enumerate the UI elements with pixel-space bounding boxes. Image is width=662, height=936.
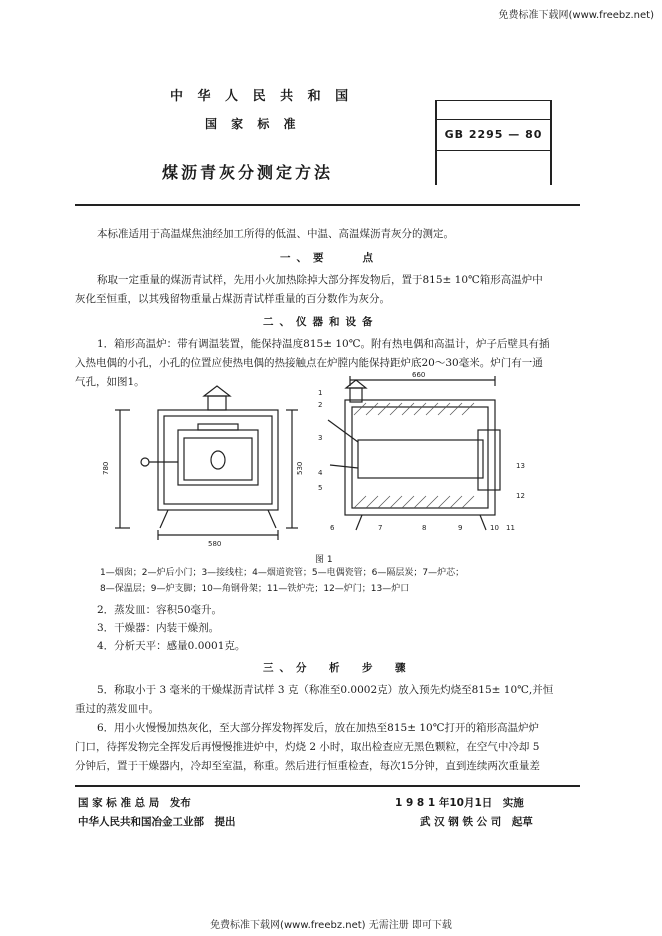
item5-line1: 5．称取小于 3 毫米的干燥煤沥青试样 3 克（称准至0.0002克）放入预先灼烧至815± 10℃,并恒 <box>97 684 554 696</box>
section1-heading: 一、要 点 <box>280 252 379 264</box>
dim-530: 530 <box>296 461 304 475</box>
section3-heading: 三、分 析 步 骤 <box>263 662 412 674</box>
item6-line3: 分钟后，置于干燥器内，冷却至室温，称重。然后进行恒重检查，每次15分钟，直到连续两次重量差 <box>75 760 540 772</box>
intro-text: 本标准适用于高温煤焦油经加工所得的低温、中温、高温煤沥青灰分的测定。 <box>97 228 454 240</box>
label-12: 12 <box>516 492 525 500</box>
standard-code: GB 2295 — 80 <box>437 119 550 151</box>
country-heading: 中 华 人 民 共 和 国 <box>170 89 354 104</box>
item1-line3: 气孔，如图1。 <box>75 376 145 388</box>
standard-code-box <box>435 100 552 185</box>
footer-proposer: 中华人民共和国冶金工业部 提出 <box>78 816 236 828</box>
item6-line2: 门口，待挥发物完全挥发后再慢慢推进炉中，灼烧 2 小时，取出检查应无黑色颗粒，在空气中冷却 5 <box>75 741 540 753</box>
standard-type: 国 家 标 准 <box>205 117 301 131</box>
footer-drafter: 武 汉 钢 铁 公 司 起草 <box>420 816 533 828</box>
item5-line2: 重过的蒸发皿中。 <box>75 703 159 715</box>
label-3: 3 <box>318 434 323 442</box>
dim-780: 780 <box>102 461 110 475</box>
dim-580: 580 <box>208 540 222 548</box>
label-2: 2 <box>318 401 323 409</box>
label-10: 10 <box>490 524 499 532</box>
label-4: 4 <box>318 469 323 477</box>
furnace-front-body <box>158 410 278 510</box>
section-door <box>478 430 500 490</box>
watermark-bottom: 免费标准下载网(www.freebz.net) 无需注册 即可下载 <box>210 920 452 931</box>
label-5: 5 <box>318 484 323 492</box>
item6-line1: 6．用小火慢慢加热灰化，至大部分挥发物挥发后，放在加热至815± 10℃打开的箱形高温炉炉 <box>97 722 539 734</box>
label-11: 11 <box>506 524 515 532</box>
watermark-top: 免费标准下载网(www.freebz.net) <box>498 10 654 21</box>
page-title: 煤沥青灰分测定方法 <box>162 163 334 182</box>
footer-date: 1 9 8 1 年10月1日 实施 <box>395 797 524 809</box>
furnace-chamber <box>358 440 483 478</box>
footer-issuer: 国 家 标 准 总 局 发布 <box>78 797 191 809</box>
item3: 3．干燥器：内装干燥剂。 <box>97 622 220 634</box>
chimney-front <box>208 396 226 410</box>
label-8: 8 <box>422 524 427 532</box>
section2-heading: 二、仪器和设备 <box>263 316 379 328</box>
label-9: 9 <box>458 524 463 532</box>
item1-line1: 1．箱形高温炉：带有调温装置，能保持温度815± 10℃。附有热电偶和高温计，炉子后壁具有插 <box>97 338 550 350</box>
figure-legend-line1: 1—烟囱；2—炉后小门；3—接线柱；4—烟道瓷管；5—电偶瓷管；6—隔层炭；7—炉芯； <box>100 568 465 578</box>
label-7: 7 <box>378 524 383 532</box>
footer-rule <box>75 785 580 787</box>
item4: 4．分析天平：感量0.0001克。 <box>97 640 246 652</box>
section1-line2: 灰化至恒重，以其残留物重量占煤沥青试样重量的百分数作为灰分。 <box>75 293 390 305</box>
figure-legend-line2: 8—保温层；9—炉支脚；10—角钢骨架；11—铁炉壳；12—炉门；13—炉口 <box>100 584 410 594</box>
label-6: 6 <box>330 524 335 532</box>
header-rule <box>75 204 580 206</box>
label-1: 1 <box>318 389 323 397</box>
item2: 2．蒸发皿：容积50毫升。 <box>97 604 223 616</box>
label-13: 13 <box>516 462 525 470</box>
item1-line2: 入热电偶的小孔，小孔的位置应使热电偶的热接触点在炉膛内能保持距炉底20～30毫米。炉门有一通 <box>75 357 543 369</box>
figure-caption: 图 1 <box>315 555 333 565</box>
section1-line1: 称取一定重量的煤沥青试样，先用小火加热除掉大部分挥发物后，置于815± 10℃箱形高温炉中 <box>97 274 543 286</box>
dim-660: 660 <box>412 371 426 379</box>
